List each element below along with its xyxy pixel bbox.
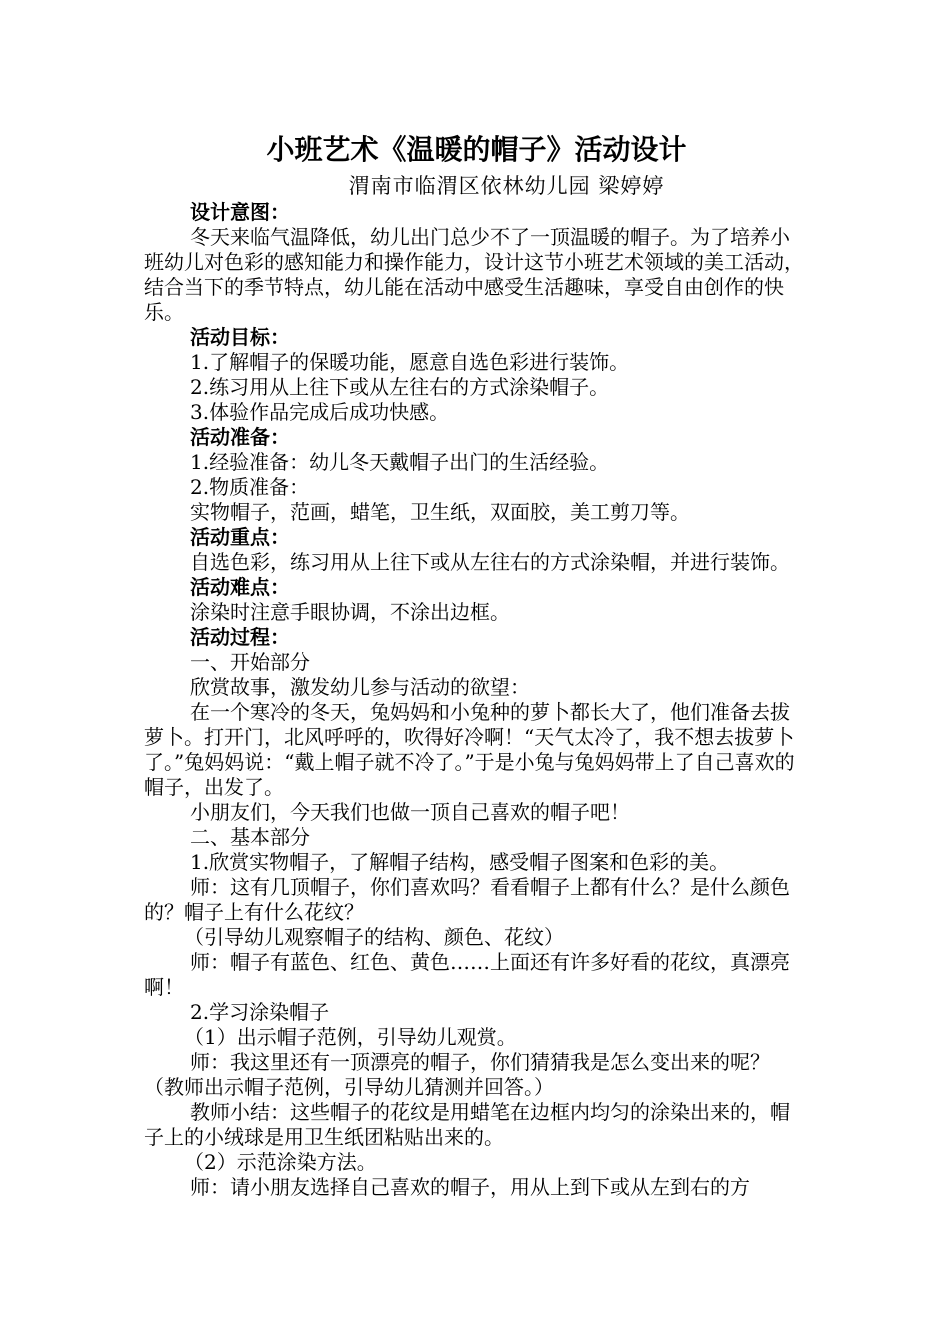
- process-line: 欣赏故事，激发幼儿参与活动的欲望：: [190, 675, 530, 699]
- process-line: （引导幼儿观察帽子的结构、颜色、花纹）: [184, 925, 564, 949]
- prep-item: 实物帽子，范画，蜡笔，卫生纸，双面胶，美工剪刀等。: [190, 500, 690, 524]
- document-author: 渭南市临渭区依林幼儿园 梁婷婷: [348, 174, 665, 198]
- document-page: [144, 128, 809, 1200]
- goal-item: 3.体验作品完成后成功快感。: [190, 400, 450, 424]
- process-part-heading: 一、开始部分: [190, 650, 310, 674]
- section-heading-key: 活动重点：: [190, 525, 290, 549]
- section-heading-goals: 活动目标：: [190, 325, 290, 349]
- process-line: 师：请小朋友选择自己喜欢的帽子，用从上到下或从左到右的方: [190, 1175, 750, 1199]
- document-title: 小班艺术《温暖的帽子》活动设计: [266, 133, 687, 166]
- process-part-heading: 二、基本部分: [190, 825, 310, 849]
- paragraph-teacher: 师：这有几顶帽子，你们喜欢吗？看看帽子上都有什么？是什么颜色的？帽子上有什么花纹？: [144, 875, 790, 924]
- prep-item: 2.物质准备：: [190, 475, 310, 499]
- prep-item: 1.经验准备：幼儿冬天戴帽子出门的生活经验。: [190, 450, 610, 474]
- goal-item: 2.练习用从上往下或从左往右的方式涂染帽子。: [190, 375, 610, 399]
- section-heading-difficulty: 活动难点：: [190, 575, 290, 599]
- goal-item: 1.了解帽子的保暖功能，愿意自选色彩进行装饰。: [190, 350, 630, 374]
- process-line: 1.欣赏实物帽子，了解帽子结构，感受帽子图案和色彩的美。: [190, 850, 730, 874]
- process-line: 2.学习涂染帽子: [190, 1000, 330, 1024]
- process-line: （2）示范涂染方法。: [184, 1150, 377, 1174]
- paragraph-teacher: 师：帽子有蓝色、红色、黄色……上面还有许多好看的花纹，真漂亮啊！: [144, 950, 790, 999]
- process-line: 小朋友们，今天我们也做一顶自己喜欢的帽子吧！: [190, 800, 630, 824]
- section-heading-process: 活动过程：: [190, 625, 290, 649]
- paragraph-story: 在一个寒冷的冬天，兔妈妈和小兔种的萝卜都长大了，他们准备去拔萝卜。打开门，北风呼呼的，吹得好冷啊！“天气太冷了，我不想去拔萝卜了。”兔妈妈说：“戴上帽子就不冷了。”于是小兔与兔妈妈带上了自己喜欢的帽子，出发了。: [144, 700, 795, 799]
- process-line: （1）出示帽子范例，引导幼儿观赏。: [184, 1025, 517, 1049]
- section-heading-prep: 活动准备：: [190, 425, 290, 449]
- paragraph-teacher: 师：我这里还有一顶漂亮的帽子，你们猜猜我是怎么变出来的呢？（教师出示帽子范例，引导幼儿猜测并回答。）: [144, 1050, 770, 1099]
- paragraph-key: 自选色彩，练习用从上往下或从左往右的方式涂染帽，并进行装饰。: [190, 550, 790, 574]
- paragraph-intent: 冬天来临气温降低，幼儿出门总少不了一顶温暖的帽子。为了培养小班幼儿对色彩的感知能力和操作能力，设计这节小班艺术领域的美工活动，结合当下的季节特点，幼儿能在活动中感受生活趣味，享受自由创作的快乐。: [144, 225, 804, 324]
- paragraph-summary: 教师小结：这些帽子的花纹是用蜡笔在边框内均匀的涂染出来的，帽子上的小绒球是用卫生纸团粘贴出来的。: [144, 1100, 790, 1149]
- paragraph-difficulty: 涂染时注意手眼协调，不涂出边框。: [190, 600, 510, 624]
- section-heading-intent: 设计意图：: [190, 200, 290, 224]
